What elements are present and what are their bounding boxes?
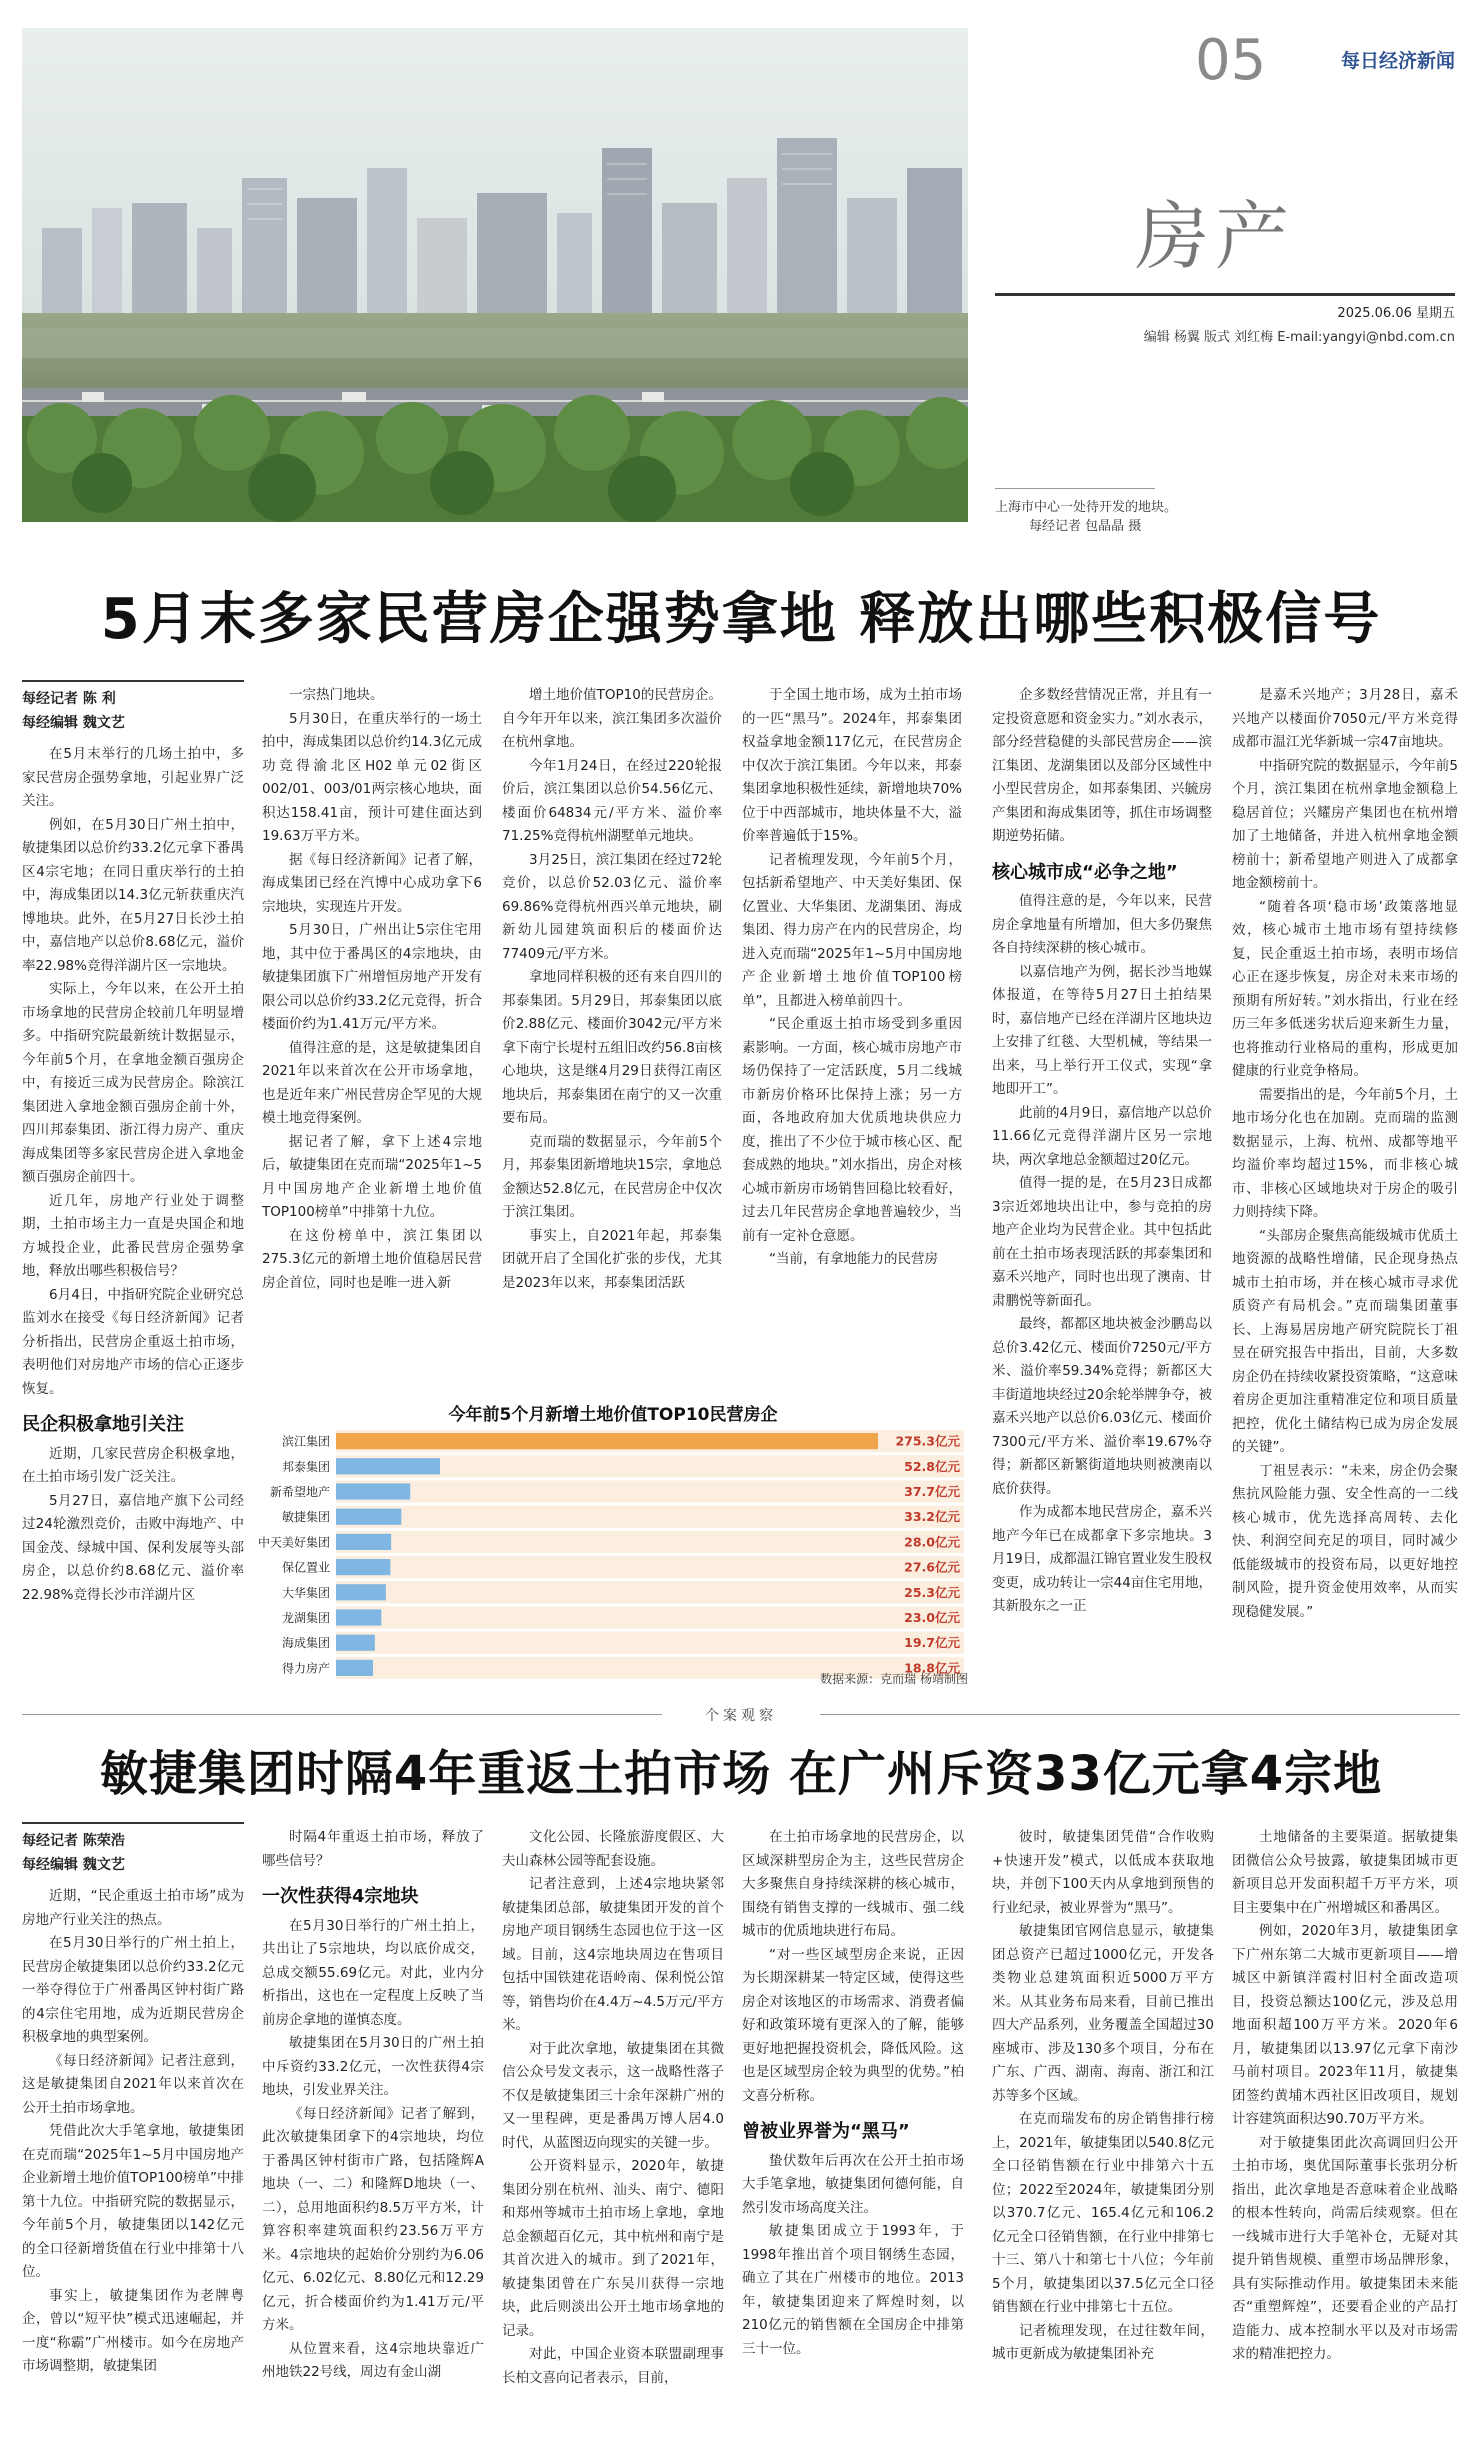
paragraph: 值得一提的是，在5月23日成都3宗近郊地块出让中，参与竞拍的房地产企业均为民营企业。其中包括此前在土拍市场表现活跃的邦泰集团和嘉禾兴地产，同时也出现了澳南、甘肃鹏悦等新面孔。 bbox=[992, 1175, 1212, 1309]
article2-column-1 bbox=[22, 1822, 244, 2422]
article1-column-6 bbox=[1232, 684, 1458, 1706]
article1-col5b-body bbox=[992, 890, 1212, 1619]
newspaper-name: 每日经济新闻 bbox=[1340, 50, 1455, 72]
chart-value-label: 25.3亿元 bbox=[904, 1584, 960, 1600]
paragraph: 一宗热门地块。 bbox=[289, 687, 384, 703]
paragraph: 从位置来看，这4宗地块靠近广州地铁22号线，周边有金山湖 bbox=[262, 2340, 484, 2380]
paragraph: 蛰伏数年后再次在公开土拍市场大手笔拿地，敏捷集团何德何能，自然引发市场高度关注。 bbox=[742, 2152, 964, 2216]
paragraph: 在5月30日举行的广州土拍上，民营房企敏捷集团以总价约33.2亿元一举夺得位于广州番禺区钟村街广路的4宗住宅用地，成为近期民营房企积极拿地的典型案例。 bbox=[22, 1935, 244, 2045]
subheading-four-plots: 一次性获得4宗地块 bbox=[262, 1886, 419, 1907]
chart-bar bbox=[336, 1559, 390, 1575]
chart-value-label: 52.8亿元 bbox=[904, 1458, 960, 1474]
paragraph: 此前的4月9日，嘉信地产以总价11.66亿元竞得洋湖片区另一宗地块，两次拿地总金额超过20亿元。 bbox=[992, 1104, 1212, 1168]
paragraph: 文化公园、长隆旅游度假区、大夫山森林公园等配套设施。 bbox=[502, 1829, 724, 1869]
chart-category-label: 海成集团 bbox=[281, 1636, 330, 1651]
paragraph: 作为成都本地民营房企，嘉禾兴地产今年已在成都拿下多宗地块。3月19日，成都温江锦官置业发生股权变更，成功转让一宗44亩住宅用地，其新股东之一正 bbox=[992, 1504, 1212, 1614]
chart-bar bbox=[336, 1458, 440, 1474]
bar-chart bbox=[252, 1400, 974, 1692]
subheading-dark-horse: 曾被业界誉为“黑马” bbox=[742, 2121, 910, 2142]
subheading-core-cities: 核心城市成“必争之地” bbox=[992, 861, 1178, 883]
article1-col1b-body bbox=[22, 1443, 244, 1608]
paragraph: 需要指出的是，今年前5个月，土地市场分化也在加剧。克而瑞的监测数据显示，上海、杭州、成都等地平均溢价率均超过15%，而非核心城市、非核心区域地块对于房企的吸引力则持续下降。 bbox=[1232, 1086, 1458, 1220]
paragraph: 凭借此次大手笔拿地，敏捷集团在克而瑞“2025年1~5月中国房地产企业新增土地价值TOP100榜单”中排第十九位。中指研究院的数据显示，今年前5个月，敏捷集团以142亿元的全口径新增货值在行业中排第十八位。 bbox=[22, 2123, 244, 2280]
article2-column-3 bbox=[502, 1826, 724, 2422]
paragraph: 据记者了解，拿下上述4宗地后，敏捷集团在克而瑞“2025年1~5月中国房地产企业新增土地价值TOP100榜单”中排第十九位。 bbox=[262, 1133, 482, 1220]
paragraph: 在这份榜单中，滨江集团以275.3亿元的新增土地价值稳居民营房企首位，同时也是唯一进入新 bbox=[262, 1227, 482, 1291]
header-rule bbox=[995, 293, 1455, 296]
chart-value-label: 33.2亿元 bbox=[904, 1509, 960, 1525]
chart-value-label: 37.7亿元 bbox=[904, 1484, 960, 1499]
chart-value-label: 275.3亿元 bbox=[895, 1433, 960, 1449]
caption-credit: 每经记者 包晶晶 摄 bbox=[1029, 519, 1142, 534]
paragraph: 5月30日，广州出让5宗住宅用地，其中位于番禺区的4宗地块，由敏捷集团旗下广州增恒房地产开发有限公司以总价约33.2亿元竞得，折合楼面价约为1.41万元/平方米。 bbox=[262, 922, 482, 1032]
article2-column-6 bbox=[1232, 1826, 1458, 2422]
paragraph: 敏捷集团官网信息显示，敏捷集团总资产已超过1000亿元，开发各类物业总建筑面积近5000万平方米。从其业务布局来看，目前已推出四大产品系列，业务覆盖全国超过30座城市、涉及130多个项目，分布在广东、广西、湖南、海南、浙江和江苏等多个区域。 bbox=[992, 1923, 1214, 2104]
article2-col4b-body bbox=[742, 2150, 964, 2362]
paragraph: 据《每日经济新闻》记者了解，海成集团已经在汽博中心成功拿下6宗地块，实现连片开发。 bbox=[262, 851, 482, 915]
paragraph: “当前，有拿地能力的民营房 bbox=[769, 1251, 938, 1267]
article1-col2-body bbox=[262, 684, 482, 1295]
chart-row-bg bbox=[336, 1506, 964, 1528]
chart-bar bbox=[336, 1660, 373, 1676]
paragraph: 于全国土地市场，成为土拍市场的一匹“黑马”。2024年，邦泰集团权益拿地金额117亿元，在民营房企中仅次于滨江集团。今年以来，邦泰集团拿地积极性延续，新增地块70%位于中西部城市，地块体量不大，溢价率普遍低于15%。 bbox=[742, 687, 962, 844]
chart-row-bg bbox=[336, 1606, 964, 1628]
paragraph: 敏捷集团在5月30日的广州土拍中斥资约33.2亿元，一次性获得4宗地块，引发业界关注。 bbox=[262, 2035, 484, 2098]
chart-title: 今年前5个月新增土地价值TOP10民营房企 bbox=[448, 1405, 778, 1425]
chart-category-label: 敏捷集团 bbox=[281, 1510, 330, 1525]
article1-col6-body bbox=[1232, 684, 1458, 1624]
paragraph: “随着各项‘稳市场’政策落地显效，核心城市土地市场有望持续修复，民企重返土拍市场，表明市场信心正在逐步恢复，房企对未来市场的预期有所好转。”刘水指出，行业在经历三年多低迷劣状后迎来新生力量，也将推动行业格局的重构，形成更加健康的行业竞争格局。 bbox=[1232, 898, 1458, 1079]
chart-category-label: 邦泰集团 bbox=[281, 1459, 330, 1474]
paragraph: 最终，都都区地块被金沙鹏岛以总价3.42亿元、楼面价7250元/平方米、溢价率59.34%竞得；新都区大丰街道地块经过20余轮举牌争夺，被嘉禾兴地产以总价6.03亿元、楼面价7300元/平方米、溢价率19.67%夺得；新都区新繁街道地块则被澳南以底价获得。 bbox=[992, 1316, 1212, 1497]
chart-bar bbox=[336, 1509, 401, 1525]
paragraph: 拿地同样积极的还有来自四川的邦泰集团。5月29日，邦泰集团以底价2.88亿元、楼面价3042元/平方米拿下南宁长堤村五组旧改约56.8亩核心地块，这是继4月29日获得江南区地块后，邦泰集团在南宁的又一次重要布局。 bbox=[502, 969, 722, 1126]
paragraph: 近期，几家民营房企积极拿地，在土拍市场引发广泛关注。 bbox=[22, 1445, 244, 1485]
second-headline: 敏捷集团时隔4年重返土拍市场 在广州斥资33亿元拿4宗地 bbox=[99, 1746, 1383, 1802]
chart-bar bbox=[336, 1609, 381, 1625]
paragraph: 是嘉禾兴地产；3月28日，嘉禾兴地产以楼面价7050元/平方米竞得成都市温江光华新城一宗47亩地块。 bbox=[1232, 687, 1458, 750]
page-header bbox=[995, 28, 1455, 534]
chart-row-bg bbox=[336, 1581, 964, 1603]
chart-source: 数据来源：克而瑞 杨靖制图 bbox=[820, 1672, 968, 1686]
paragraph: 值得注意的是，这是敏捷集团自2021年以来首次在公开市场拿地，也是近年来广州民营房企罕见的大规模土地竞得案例。 bbox=[262, 1039, 482, 1126]
paragraph: 丁祖昱表示：“未来，房企仍会聚焦抗风险能力强、安全性高的一二线核心城市，优先选择高周转、去化快、利润空间充足的项目，同时减少低能级城市的投资布局，以更好地控制风险，提升资金使用效率，从而实现稳健发展。” bbox=[1232, 1462, 1458, 1620]
paragraph: 彼时，敏捷集团凭借“合作收购+快速开发”模式，以低成本获取地块，并创下100天内从拿地到预售的行业纪录，被业界誉为“黑马”。 bbox=[992, 1829, 1214, 1916]
chart-row-bg bbox=[336, 1632, 964, 1654]
divider-label: 个案观察 bbox=[705, 1708, 777, 1724]
chart-value-label: 27.6亿元 bbox=[904, 1559, 960, 1575]
paragraph: 敏捷集团成立于1993年，于1998年推出首个项目钢绣生态园，确立了其在广州楼市的地位。2013年，敏捷集团迎来了辉煌时刻，以210亿元的销售额在全国房企中排第三十一位。 bbox=[742, 2223, 964, 2357]
chart-row-bg bbox=[336, 1531, 964, 1553]
chart-bar bbox=[336, 1534, 391, 1550]
paragraph: 土地储备的主要渠道。据敏捷集团微信公众号披露，敏捷集团城市更新项目总开发面积超千万平方米，项目主要集中在广州增城区和番禺区。 bbox=[1232, 1829, 1458, 1916]
paragraph: 企多数经营情况正常，并且有一定投资意愿和资金实力。”刘水表示，部分经营稳健的头部民营房企——滨江集团、龙湖集团以及部分区域性中小型民营房企，如邦泰集团、兴毓房产集团和海成集团等，抓住市场调整期逆势拓储。 bbox=[992, 687, 1212, 844]
paragraph: 公开资料显示，2020年，敏捷集团分别在杭州、汕头、南宁、德阳和郑州等城市土拍市场上拿地，拿地总金额超百亿元，其中杭州和南宁是其首次进入的城市。到了2021年，敏捷集团曾在广东吴川获得一宗地块，此后则淡出公开土地市场拿地的记录。 bbox=[502, 2158, 724, 2339]
chart-bar bbox=[336, 1483, 410, 1499]
section-title: 房产 bbox=[1135, 194, 1295, 280]
article1-col1-body bbox=[22, 743, 244, 1401]
paragraph: “对一些区域型房企来说，正因为长期深耕某一特定区域，使得这些房企对该地区的市场需求、消费者偏好和政策环境有更深入的了解，能够更好地把握投资机会，降低风险。这也是区域型房企较为典型的优势。”柏文喜分析称。 bbox=[742, 1946, 964, 2104]
article2-column-5 bbox=[992, 1826, 1214, 2422]
chart-value-label: 23.0亿元 bbox=[904, 1610, 960, 1625]
main-headline: 5月末多家民营房企强势拿地 释放出哪些积极信号 bbox=[100, 587, 1382, 652]
paragraph: 5月30日，在重庆举行的一场土拍中，海成集团以总价约14.3亿元成功竞得渝北区H02单元02街区002/01、003/01两宗核心地块，面积达158.41亩，预计可建住面达到19.63万平方米。 bbox=[262, 710, 482, 844]
paragraph: 事实上，自2021年起，邦泰集团就开启了全国化扩张的步伐，尤其是2023年以来，邦泰集团活跃 bbox=[502, 1227, 722, 1291]
paragraph: 时隔4年重返土拍市场，释放了哪些信号？ bbox=[262, 1829, 484, 1869]
article1-column-1 bbox=[22, 680, 244, 1705]
chart-bar bbox=[336, 1584, 386, 1600]
editor-byline-2: 每经编辑 魏文艺 bbox=[22, 1856, 125, 1873]
article2-column-4 bbox=[742, 1826, 964, 2422]
paragraph: 对此，中国企业资本联盟副理事长柏文喜向记者表示，目前， bbox=[502, 2346, 724, 2386]
paragraph: 在土拍市场拿地的民营房企，以区域深耕型房企为主，这些民营房企大多聚焦自身持续深耕的核心城市，围绕有销售支撑的一线城市、强二线城市的优质地块进行布局。 bbox=[742, 1829, 964, 1939]
issue-date: 2025.06.06 星期五 bbox=[1337, 306, 1455, 321]
article2-col3-body bbox=[502, 1826, 724, 2390]
article2-column-2 bbox=[262, 1826, 484, 2422]
paragraph: 今年1月24日，在经过220轮报价后，滨江集团以总价54.56亿元、楼面价64834元/平方米、溢价率71.25%竞得杭州湖墅单元地块。 bbox=[502, 757, 722, 844]
subheading-private-firms: 民企积极拿地引关注 bbox=[22, 1414, 184, 1435]
paragraph: 近期，“民企重返土拍市场”成为房地产行业关注的热点。 bbox=[22, 1888, 244, 1928]
chart-category-label: 新希望地产 bbox=[269, 1485, 330, 1499]
paragraph: 《每日经济新闻》记者注意到，这是敏捷集团自2021年以来首次在公开土拍市场拿地。 bbox=[22, 2052, 244, 2116]
paragraph: 3月25日，滨江集团在经过72轮竞价，以总价52.03亿元、溢价率69.86%竞得杭州西兴单元地块，刷新幼儿园建筑面积后的楼面价达77409元/平方米。 bbox=[502, 851, 722, 962]
paragraph: 记者注意到，上述4宗地块紧邻敏捷集团总部，敏捷集团开发的首个房地产项目钢绣生态园也位于这一区域。目前，这4宗地块周边在售项目包括中国铁建花语岭南、保利悦公馆等，销售均价在4.4万~4.5万元/平方米。 bbox=[502, 1876, 724, 2033]
chart-bar bbox=[336, 1433, 878, 1449]
city-photo bbox=[22, 28, 968, 522]
paragraph: 事实上，敏捷集团作为老牌粤企，曾以“短平快”模式迅速崛起，并一度“称霸”广州楼市。如今在房地产市场调整期，敏捷集团 bbox=[22, 2287, 244, 2374]
paragraph: 记者梳理发现，在过往数年间，城市更新成为敏捷集团补充 bbox=[992, 2322, 1214, 2362]
article1-col5-body bbox=[992, 684, 1212, 849]
caption-rule bbox=[995, 488, 1155, 489]
paragraph: 值得注意的是，今年以来，民营房企拿地量有所增加，但大多仍聚焦各自持续深耕的核心城市。 bbox=[992, 893, 1212, 956]
article1-col4-body bbox=[742, 684, 962, 1272]
paragraph: 克而瑞的数据显示，今年前5个月，邦泰集团新增地块15宗，拿地总金额达52.8亿元，在民营房企中仅次于滨江集团。 bbox=[502, 1133, 722, 1220]
paragraph: “民企重返土拍市场受到多重因素影响。一方面，核心城市房地产市场仍保持了一定活跃度，5月二线城市新房价格环比保持上涨；另一方面，各地政府加大优质地块供应力度，推出了不少位于城市核心区、配套成熟的地块。”刘水指出，房企对核心城市新房市场销售回稳比较看好，过去几年民营房企拿地普遍较少，当前有一定补仓意愿。 bbox=[742, 1016, 962, 1244]
chart-category-label: 大华集团 bbox=[281, 1585, 330, 1600]
article2-col6-body bbox=[1232, 1826, 1458, 2367]
article1-column-3 bbox=[502, 684, 722, 1389]
article1-column-5 bbox=[992, 684, 1212, 1706]
paragraph: 在克而瑞发布的房企销售排行榜上，2021年，敏捷集团以540.8亿元全口径销售额在行业中排第六十五位；2022至2024年，敏捷集团分别以370.7亿元、165.4亿元和106.2亿元全口径销售额，在行业中排第七十三、第八十和第七十八位；今年前5个月，敏捷集团以37.5亿元全口径销售额在行业中排第七十五位。 bbox=[992, 2111, 1214, 2315]
paragraph: 记者梳理发现，今年前5个月，包括新希望地产、中天美好集团、保亿置业、大华集团、龙湖集团、海成集团、得力房产在内的民营房企，均进入克而瑞“2025年1~5月中国房地产企业新增土地价值TOP100榜单”，且都进入榜单前四十。 bbox=[742, 851, 962, 1009]
chart-row-bg bbox=[336, 1556, 964, 1578]
paragraph: 《每日经济新闻》记者了解到，此次敏捷集团拿下的4宗地块，均位于番禺区钟村街市广路，包括隆辉A地块（一、二）和隆辉D地块（一、二），总用地面积约8.5万平方米，计算容积率建筑面积约23.56万平方米。4宗地块的起始价分别约为6.06亿元、6.02亿元、8.80亿元和12.29亿元，折合楼面价约为1.41万元/平方米。 bbox=[262, 2105, 484, 2333]
chart-category-label: 保亿置业 bbox=[281, 1560, 330, 1575]
article2-col2b-body bbox=[262, 1915, 484, 2385]
chart-bar bbox=[336, 1635, 375, 1651]
paragraph: 以嘉信地产为例，据长沙当地媒体报道，在等待5月27日土拍结果时，嘉信地产已经在洋湖片区地块边上安排了红毯、大型机械，等结果一出来，马上举行开工仪式，实现“拿地即开工”。 bbox=[992, 963, 1212, 1097]
paragraph: 6月4日，中指研究院企业研究总监刘水在接受《每日经济新闻》记者分析指出，民营房企重返土拍市场，表明他们对房地产市场的信心正逐步恢复。 bbox=[22, 1286, 244, 1397]
paragraph: 对于此次拿地，敏捷集团在其微信公众号发文表示，这一战略性落子不仅是敏捷集团三十余年深耕广州的又一里程碑，更是番禺万博人居4.0时代，从蓝图迈向现实的关键一步。 bbox=[502, 2040, 724, 2151]
paragraph: 在5月30日举行的广州土拍上，共出让了5宗地块，均以底价成交，总成交额55.69亿元。对此，业内分析指出，这也在一定程度上反映了当前房企拿地的谨慎态度。 bbox=[262, 1917, 484, 2028]
paragraph: 5月27日，嘉信地产旗下公司经过24轮激烈竞价，击败中海地产、中国金茂、绿城中国、保利发展等头部房企，以总价约8.68亿元、溢价率22.98%竞得长沙市洋湖片区 bbox=[22, 1492, 244, 1603]
article1-column-4 bbox=[742, 684, 962, 1389]
chart-value-label: 28.0亿元 bbox=[904, 1534, 960, 1550]
chart-category-label: 得力房产 bbox=[281, 1661, 330, 1676]
paragraph: 近几年，房地产行业处于调整期，土拍市场主力一直是央国企和地方城投企业，此番民营房企强势拿地，释放出哪些积极信号？ bbox=[22, 1192, 244, 1279]
paragraph: 例如，2020年3月，敏捷集团拿下广州东第二大城市更新项目——增城区中新镇洋霞村旧村全面改造项目，投资总额达100亿元，涉及总用地面积超100万平方米。2020年6月，敏捷集团以13.97亿元拿下南沙马前村项目。2023年11月，敏捷集团签约黄埔木西社区旧改项目，规划计容建筑面积达90.70万平方米。 bbox=[1232, 1923, 1458, 2127]
reporter-byline: 每经记者 陈 利 bbox=[22, 691, 116, 707]
paragraph: “头部房企聚焦高能级城市优质土地资源的战略性增储，民企现身热点城市土拍市场，并在核心城市寻求优质资产有局机会。”克而瑞集团董事长、上海易居房地产研究院院长丁祖昱在研究报告中指出，目前，大多数房企仍在持续收紧投资策略，“这意味着房企更加注重精准定位和项目质量把控，优化土储结构已成为房企发展的关键”。 bbox=[1232, 1227, 1458, 1455]
chart-plot bbox=[252, 1424, 974, 1694]
article2-col2-body bbox=[262, 1826, 484, 1873]
paragraph: 对于敏捷集团此次高调回归公开土拍市场，奥优国际董事长张玥分析指出，此次拿地是否意味着企业战略的根本性转向，尚需后续观察。但在一线城市进行大手笔补仓，无疑对其提升销售规模、重塑市场品牌形象，具有实际推动作用。敏捷集团未来能否“重塑辉煌”，还要看企业的产品打造能力、成本控制水平以及对市场需求的精准把控力。 bbox=[1232, 2134, 1458, 2362]
editor-credits: 编辑 杨翼 版式 刘红梅 E-mail:yangyi@nbd.com.cn bbox=[1143, 330, 1455, 345]
city-photo-illustration bbox=[22, 28, 968, 522]
article2-col1-body bbox=[22, 1885, 244, 2379]
chart-category-label: 龙湖集团 bbox=[281, 1611, 330, 1625]
chart-row-bg bbox=[336, 1480, 964, 1502]
caption-text: 上海市中心一处待开发的地块。 bbox=[995, 500, 1178, 515]
editor-byline: 每经编辑 魏文艺 bbox=[22, 714, 125, 731]
chart-category-label: 中天美好集团 bbox=[257, 1535, 330, 1550]
chart-value-label: 18.8亿元 bbox=[904, 1660, 960, 1676]
paragraph: 例如，在5月30日广州土拍中，敏捷集团以总价约33.2亿元拿下番禺区4宗宅地；在同日重庆举行的土拍中，海成集团以14.3亿元斩获重庆汽博地块。此外，在5月27日长沙土拍中，嘉信地产以总价8.68亿元，溢价率22.98%竞得洋湖片区一宗地块。 bbox=[22, 816, 244, 974]
paragraph: 实际上，今年以来，在公开土拍市场拿地的民营房企较前几年明显增多。中指研究院最新统计数据显示，今年前5个月，在拿地金额百强房企中，有接近三成为民营房企。除滨江集团进入拿地金额百强房企前十外，四川邦泰集团、浙江得力房产、重庆海成集团等多家民营房企进入拿地金额百强房企前四十。 bbox=[22, 981, 244, 1185]
chart-category-label: 滨江集团 bbox=[281, 1434, 330, 1449]
page-number: 05 bbox=[1195, 28, 1267, 93]
paragraph: 在5月末举行的几场土拍中，多家民营房企强势拿地，引起业界广泛关注。 bbox=[22, 746, 244, 809]
article1-col3-body bbox=[502, 684, 722, 1295]
paragraph: 增土地价值TOP10的民营房企。自今年开年以来，滨江集团多次溢价在杭州拿地。 bbox=[502, 687, 722, 750]
photo-caption bbox=[995, 498, 1177, 536]
paragraph: 中指研究院的数据显示，今年前5个月，滨江集团在杭州拿地金额稳上稳居首位；兴耀房产集团也在杭州增加了土地储备，并进入杭州拿地金额榜前十；新希望地产则进入了成都拿地金额榜前十。 bbox=[1232, 757, 1458, 891]
article1-column-2 bbox=[262, 684, 482, 1389]
article2-col5-body bbox=[992, 1826, 1214, 2367]
reporter-byline-2: 每经记者 陈荣浩 bbox=[22, 1833, 125, 1849]
chart-value-label: 19.7亿元 bbox=[904, 1635, 960, 1651]
article2-col4-body bbox=[742, 1826, 964, 2108]
section-divider bbox=[22, 1705, 1460, 1725]
